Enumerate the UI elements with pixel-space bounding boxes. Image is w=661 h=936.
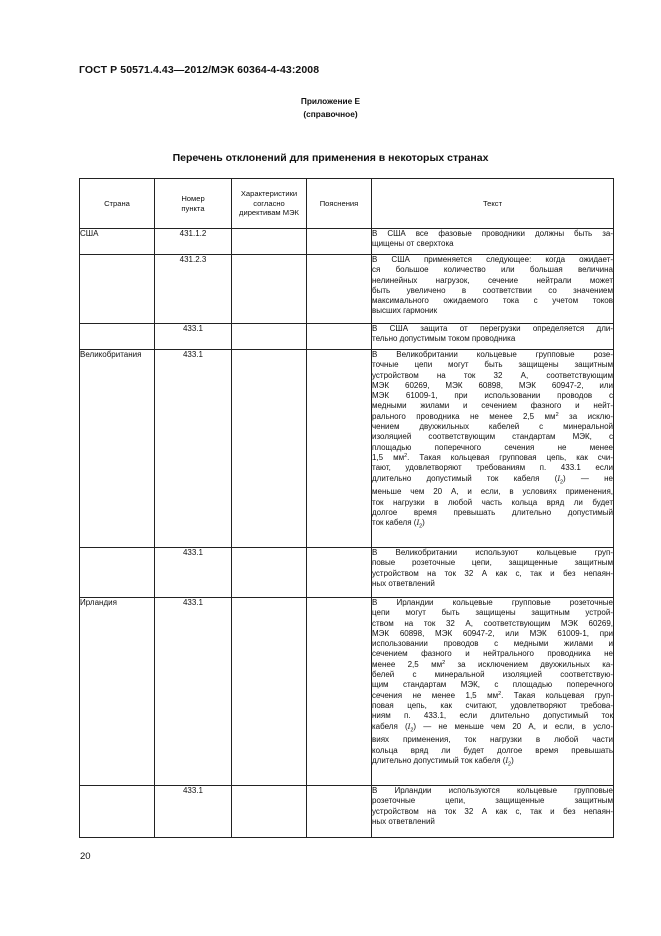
text-line: быть увеличено в соответствии со значением <box>372 285 613 295</box>
text-line: В Великобритании используют кольцевые груп- <box>372 548 613 557</box>
document-header: ГОСТ Р 50571.4.43—2012/МЭК 60364-4-43:2008 <box>79 64 320 76</box>
cell-notes <box>307 598 372 786</box>
text-line: МЭК 60898, МЭК 60947-2, или МЭК 61009-1, при <box>372 628 613 638</box>
text-line: меньше чем 20 А, и если, в условиях применения, <box>372 487 613 497</box>
text-line: сечения не менее 1,5 $мм^2$. Такая кольцевая груп- <box>372 690 613 700</box>
cell-notes <box>307 324 372 350</box>
col-header-clause: Номер пункта <box>155 179 232 229</box>
text-line: белей с минеральной изоляцией соответствую- <box>372 670 613 680</box>
col-header-characteristics: Характеристики согласно директивам МЭК <box>232 179 307 229</box>
text-line: ток кабеля $(I_2)$ <box>372 518 425 530</box>
cell-characteristics <box>232 324 307 350</box>
page-number: 20 <box>80 851 91 862</box>
text-line: ных ответвлений <box>372 578 435 588</box>
cell-text <box>372 548 614 598</box>
text-line: ством на ток 32 А, соответствующим МЭК 60269, <box>372 618 613 628</box>
text-line: высших гармоник <box>372 306 438 316</box>
list-title: Перечень отклонений для применения в некоторых странах <box>172 152 489 164</box>
text-line: тают, удовлетворяют требованиям п. 433.1 если <box>372 463 613 473</box>
col-header-text: Текст <box>372 179 614 229</box>
cell-country: Ирландия <box>80 598 155 786</box>
cell-characteristics <box>232 786 307 838</box>
cell-country <box>80 324 155 350</box>
text-line: повая цепь, как считают, удовлетворяют требова- <box>372 700 613 710</box>
table-row <box>80 350 614 548</box>
table-header-row <box>80 179 614 229</box>
cell-text <box>372 255 614 324</box>
cell-clause: 433.1 <box>155 598 232 786</box>
cell-clause: 431.1.2 <box>155 229 232 255</box>
text-line: В Ирландии используются кольцевые групповые <box>372 786 613 795</box>
cell-notes <box>307 229 372 255</box>
cell-text <box>372 350 614 548</box>
cell-text <box>372 229 614 255</box>
cell-text <box>372 598 614 786</box>
cell-clause: 433.1 <box>155 324 232 350</box>
annex-title: Приложение Е <box>300 96 361 106</box>
text-line: В США защита от перегрузки определяется дли- <box>372 324 613 333</box>
cell-clause: 433.1 <box>155 786 232 838</box>
text-line: менее 2,5 $мм^2$ за исключением двухжильных ка- <box>372 659 613 669</box>
text-line: кольца вряд ли будет долгое время превышать <box>372 745 613 755</box>
table-row <box>80 786 614 838</box>
text-line: максимального ожидаемого тока с учетом токов <box>372 296 613 306</box>
text-line: устройством на ток 32 А как с, так и без непаян- <box>372 568 613 578</box>
text-line: тельно допустимым током проводника <box>372 334 516 344</box>
text-line: цепи могут быть защищены защитным устрой- <box>372 608 613 618</box>
text-line: МЭК 60269, МЭК 60898, МЭК 60947-2, или <box>372 380 613 390</box>
cell-country <box>80 548 155 598</box>
text-line: чением двухжильных кабелей с минеральной <box>372 422 613 432</box>
cell-characteristics <box>232 598 307 786</box>
text-line: длительно допустимый ток кабеля $(I_2)$ — не <box>372 473 613 486</box>
cell-notes <box>307 786 372 838</box>
text-line: розеточные цепи, защищенные защитным <box>372 796 613 806</box>
table-row <box>80 255 614 324</box>
text-line: устройством на ток 32 А как с, так и без непаян- <box>372 806 613 816</box>
text-line: В Ирландии кольцевые групповые розеточные <box>372 598 613 607</box>
text-line: виях применения, ток нагрузки в любой части <box>372 735 613 745</box>
cell-characteristics <box>232 255 307 324</box>
text-line: рального проводника не менее 2,5 $мм^2$ за исклю- <box>372 411 613 421</box>
table-row <box>80 548 614 598</box>
text-line: точные цепи могут быть защищены защитным <box>372 360 613 370</box>
text-line: использовании проводов с медными жилами и <box>372 639 613 649</box>
text-line: ных ответвлений <box>372 816 435 826</box>
col-header-notes: Пояснения <box>307 179 372 229</box>
annex-subtitle: (справочное) <box>303 109 358 119</box>
cell-notes <box>307 548 372 598</box>
text-line: В Великобритании кольцевые групповые розе- <box>372 350 613 359</box>
text-line: долгое время превышать длительно допустимый <box>372 508 613 518</box>
deviations-table <box>79 178 614 838</box>
text-line: В США все фазовые проводники должны быть за- <box>372 229 613 238</box>
text-line: В США применяется следующее: когда ожидает- <box>372 255 613 264</box>
text-line: сечением фазного и нейтрального проводника не <box>372 649 613 659</box>
text-line: повые розеточные цепи, защищенные защитным <box>372 558 613 568</box>
col-header-country: Страна <box>80 179 155 229</box>
text-line: ниям п. 433.1, если длительно допустимый ток <box>372 711 613 721</box>
cell-characteristics <box>232 229 307 255</box>
text-line: щищены от сверхтока <box>372 239 454 249</box>
table-row <box>80 229 614 255</box>
cell-clause: 431.2.3 <box>155 255 232 324</box>
text-line: площадью поперечного сечения не менее <box>372 442 613 452</box>
text-line: ток нагрузки в любой часть кольца вряд ли будет <box>372 497 613 507</box>
cell-notes <box>307 255 372 324</box>
cell-text <box>372 324 614 350</box>
text-line: ся большое количество или большая величина <box>372 265 613 275</box>
text-line: длительно допустимый ток кабеля $(I_2)$ <box>372 756 514 768</box>
cell-country: Великобритания <box>80 350 155 548</box>
text-line: кабеля $(I_2)$ — не меньше чем 20 А, и если, в усло- <box>372 721 614 734</box>
cell-country <box>80 255 155 324</box>
cell-country <box>80 786 155 838</box>
table-row <box>80 324 614 350</box>
cell-notes <box>307 350 372 548</box>
text-line: 1,5 $мм^2$. Такая кольцевая групповая цепь, как счи- <box>372 452 614 462</box>
text-line: щим стандартам МЭК, с площадью поперечного <box>372 680 613 690</box>
cell-clause: 433.1 <box>155 548 232 598</box>
cell-characteristics <box>232 548 307 598</box>
text-line: медными жилами и сечением фазного и нейт- <box>372 401 613 411</box>
text-line: нелинейных нагрузок, сечение нейтрали может <box>372 275 613 285</box>
text-line: устройством на ток 32 А, соответствующим <box>372 370 613 380</box>
cell-characteristics <box>232 350 307 548</box>
text-line: изоляцией соответствующим стандартам МЭК, с <box>372 432 613 442</box>
table-row <box>80 598 614 786</box>
cell-clause: 433.1 <box>155 350 232 548</box>
cell-country: США <box>80 229 155 255</box>
text-line: МЭК 61009-1, при использовании проводов с <box>372 391 613 401</box>
cell-text <box>372 786 614 838</box>
